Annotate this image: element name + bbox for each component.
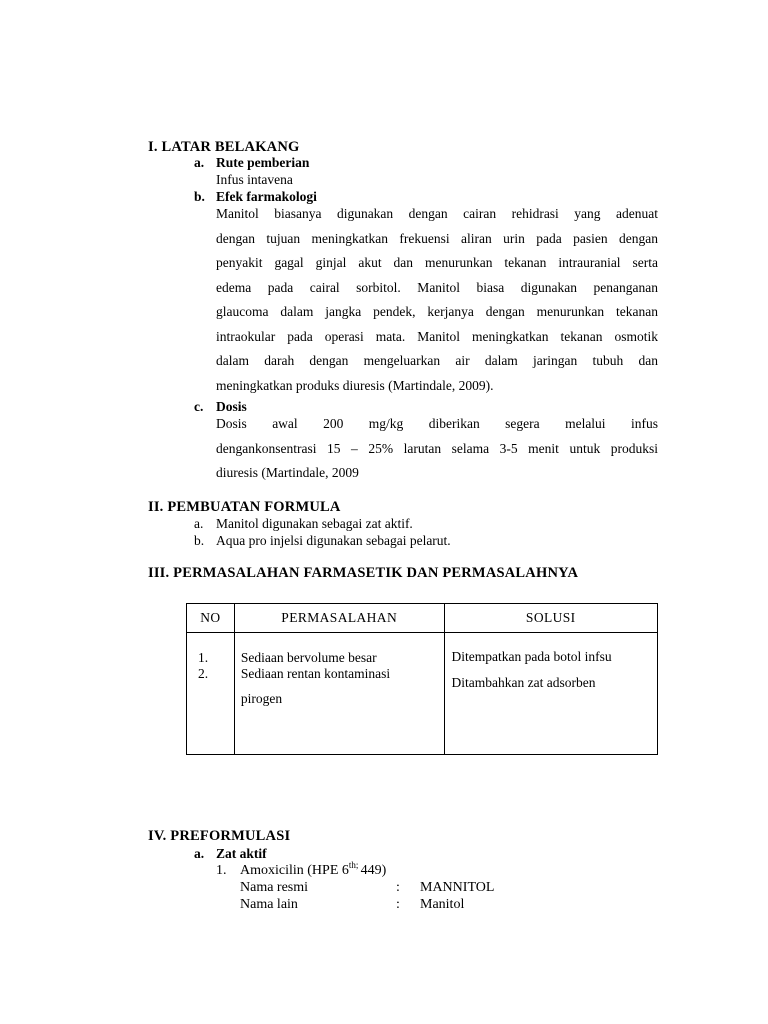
problem-text: Sediaan rentan kontaminasi [240,666,391,681]
section-heading-preformulasi: IV. PREFORMULASI [148,828,291,844]
paragraph-line: glaucoma dalam jangka pendek, kerjanya dengan menurunkan tekanan [216,304,658,319]
formula-item: Aqua pro injelsi digunakan sebagai pelarut. [216,533,451,548]
subheading-zat-aktif: Zat aktif [216,846,267,861]
subheading-efek-farmakologi: Efek farmakologi [216,189,317,204]
paragraph-line: intraokular pada operasi mata. Manitol meningkatkan tekanan osmotik [216,328,658,344]
paragraph-line: Dosis awal 200 mg/kg diberikan segera melalui infus [216,416,658,431]
table-header-row [187,604,658,633]
section-heading-latar-belakang: I. LATAR BELAKANG [148,139,300,155]
list-marker: b. [194,533,205,548]
column-header-solusi: SOLUSI [444,604,657,633]
section-heading-permasalahan: III. PERMASALAHAN FARMASETIK DAN PERMASALAHNYA [148,565,579,581]
edition-superscript: th; [348,860,361,870]
subheading-rute-pemberian: Rute pemberian [216,155,310,170]
prop-label: Nama lain [240,897,298,912]
table-cell-solutions [444,633,657,755]
table-cell-problems [234,633,444,755]
solution-text: Ditempatkan pada botol infsu [451,649,612,664]
prop-separator: : [396,880,400,895]
problem-text: pirogen [240,691,283,706]
list-marker: a. [194,846,205,861]
table-cell-numbers [187,633,235,755]
formula-item: Manitol digunakan sebagai zat aktif. [216,516,413,531]
paragraph-line: penyakit gagal ginjal akut dan menurunkan tekanan intrauranial serta [216,255,658,270]
section-heading-pembuatan-formula: II. PEMBUATAN FORMULA [148,499,341,515]
paragraph-line: diuresis (Martindale, 2009 [216,465,359,480]
efek-paragraph [216,202,658,398]
ingredient-page: 449) [360,863,387,878]
paragraph-line: edema pada cairal sorbitol. Manitol biasa digunakan penanganan [216,279,658,295]
dosis-paragraph [216,412,658,486]
problem-text: Sediaan bervolume besar [240,650,377,665]
row-number: 1. [198,650,209,665]
list-marker: a. [194,516,204,531]
table-row [187,633,658,755]
prop-value: Manitol [420,897,465,912]
prop-separator: : [396,897,400,912]
paragraph-line: dengankonsentrasi 15 – 25% larutan selama 3-5 menit untuk produksi [216,440,658,456]
paragraph-line: meningkatkan produks diuresis (Martindale, 2009). [216,377,494,393]
rute-text: Infus intavena [216,172,293,187]
list-marker: c. [194,399,204,414]
list-marker: a. [194,155,205,170]
paragraph-line: dalam darah dengan mengeluarkan air dalam jaringan tubuh dan [216,353,658,368]
list-marker: 1. [216,863,227,878]
problem-solution-table [186,603,658,755]
prop-value: MANNITOL [420,880,495,895]
paragraph-line: Manitol biasanya digunakan dengan cairan rehidrasi yang adenuat [216,206,658,221]
column-header-permasalahan: PERMASALAHAN [234,604,444,633]
row-number: 2. [198,666,209,681]
subheading-dosis: Dosis [216,399,247,414]
paragraph-line: dengan tujuan meningkatkan frekuensi aliran urin pada pasien dengan [216,230,658,246]
active-ingredient-line [240,860,387,879]
prop-label: Nama resmi [240,880,309,895]
list-marker: b. [194,189,205,204]
column-header-no: NO [187,604,235,633]
ingredient-name: Amoxicilin (HPE 6 [240,863,349,878]
solution-text: Ditambahkan zat adsorben [451,675,596,690]
